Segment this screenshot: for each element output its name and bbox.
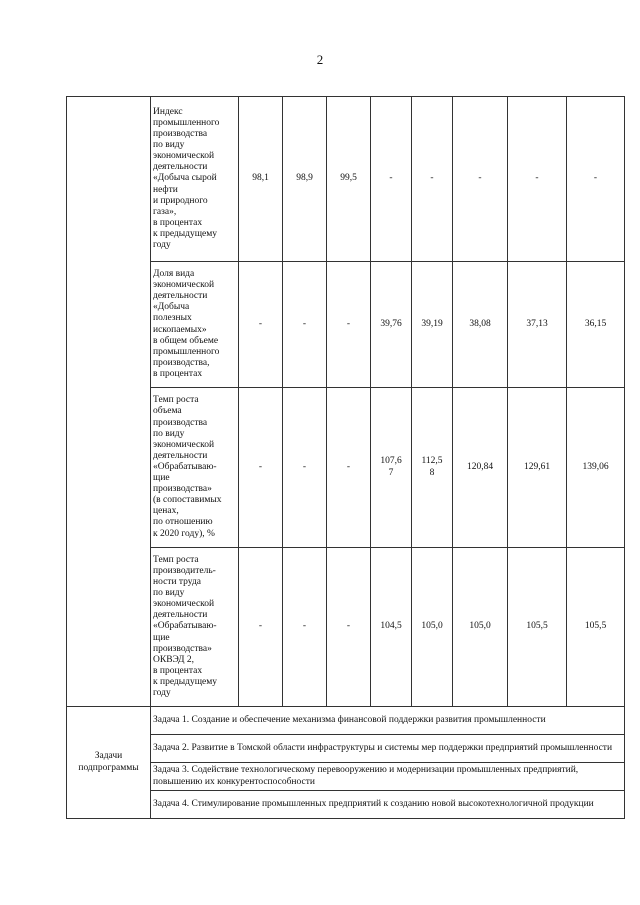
task-item: Задача 4. Стимулирование промышленных предприятий к созданию новой высокотехнологичной продукции: [151, 791, 625, 819]
indicator-name: Темп роста объема производства по виду экономической деятельности «Обрабатываю- щие производства» (в сопоставимых ценах, по отношению к 2020 году), %: [151, 388, 239, 548]
value-cell: 38,08: [453, 262, 508, 388]
value-cell: -: [327, 388, 371, 548]
table-row: [67, 791, 625, 819]
value-cell: 105,0: [412, 548, 453, 707]
value-cell: -: [508, 97, 567, 262]
value-cell: 105,0: [453, 548, 508, 707]
value-cell: 105,5: [508, 548, 567, 707]
page-number: 2: [316, 52, 324, 67]
indicators-table: [66, 96, 625, 819]
empty-header-cell: [67, 97, 151, 707]
table-row: [67, 262, 625, 388]
table-row: [67, 707, 625, 735]
value-cell: 120,84: [453, 388, 508, 548]
value-cell: -: [283, 548, 327, 707]
indicator-name: Доля вида экономической деятельности «Добыча полезных ископаемых» в общем объеме промышленного производства, в процентах: [151, 262, 239, 388]
value-cell: -: [327, 548, 371, 707]
table-row: [67, 97, 625, 262]
value-cell: 104,5: [371, 548, 412, 707]
indicator-name: Индекс промышленного производства по виду экономической деятельности «Добыча сырой нефти и природного газа», в процентах к предыдущему году: [151, 97, 239, 262]
table-row: [67, 735, 625, 763]
value-cell: 36,15: [567, 262, 625, 388]
value-cell: -: [239, 262, 283, 388]
task-item: Задача 2. Развитие в Томской области инфраструктуры и системы мер поддержки предприятий промышленности: [151, 735, 625, 763]
value-cell: 107,6 7: [371, 388, 412, 548]
value-cell: 37,13: [508, 262, 567, 388]
value-cell: 129,61: [508, 388, 567, 548]
value-cell: 98,9: [283, 97, 327, 262]
indicator-name: Темп роста производитель- ности труда по виду экономической деятельности «Обрабатываю- щие производства» ОКВЭД 2, в процентах к предыдущему году: [151, 548, 239, 707]
task-item: Задача 1. Создание и обеспечение механизма финансовой поддержки развития промышленности: [151, 707, 625, 735]
value-cell: 98,1: [239, 97, 283, 262]
value-cell: -: [412, 97, 453, 262]
tasks-label: Задачи подпрограммы: [67, 707, 151, 819]
value-cell: -: [239, 388, 283, 548]
table-row: [67, 763, 625, 791]
table-row: [67, 388, 625, 548]
value-cell: -: [371, 97, 412, 262]
value-cell: 105,5: [567, 548, 625, 707]
task-item: Задача 3. Содействие технологическому перевооружению и модернизации промышленных предприятий, повышению их конкурентоспособности: [151, 763, 625, 791]
table-row: [67, 548, 625, 707]
value-cell: -: [453, 97, 508, 262]
value-cell: 99,5: [327, 97, 371, 262]
value-cell: -: [283, 388, 327, 548]
value-cell: -: [239, 548, 283, 707]
value-cell: -: [283, 262, 327, 388]
value-cell: -: [567, 97, 625, 262]
value-cell: 39,76: [371, 262, 412, 388]
value-cell: 139,06: [567, 388, 625, 548]
value-cell: 112,5 8: [412, 388, 453, 548]
value-cell: -: [327, 262, 371, 388]
value-cell: 39,19: [412, 262, 453, 388]
